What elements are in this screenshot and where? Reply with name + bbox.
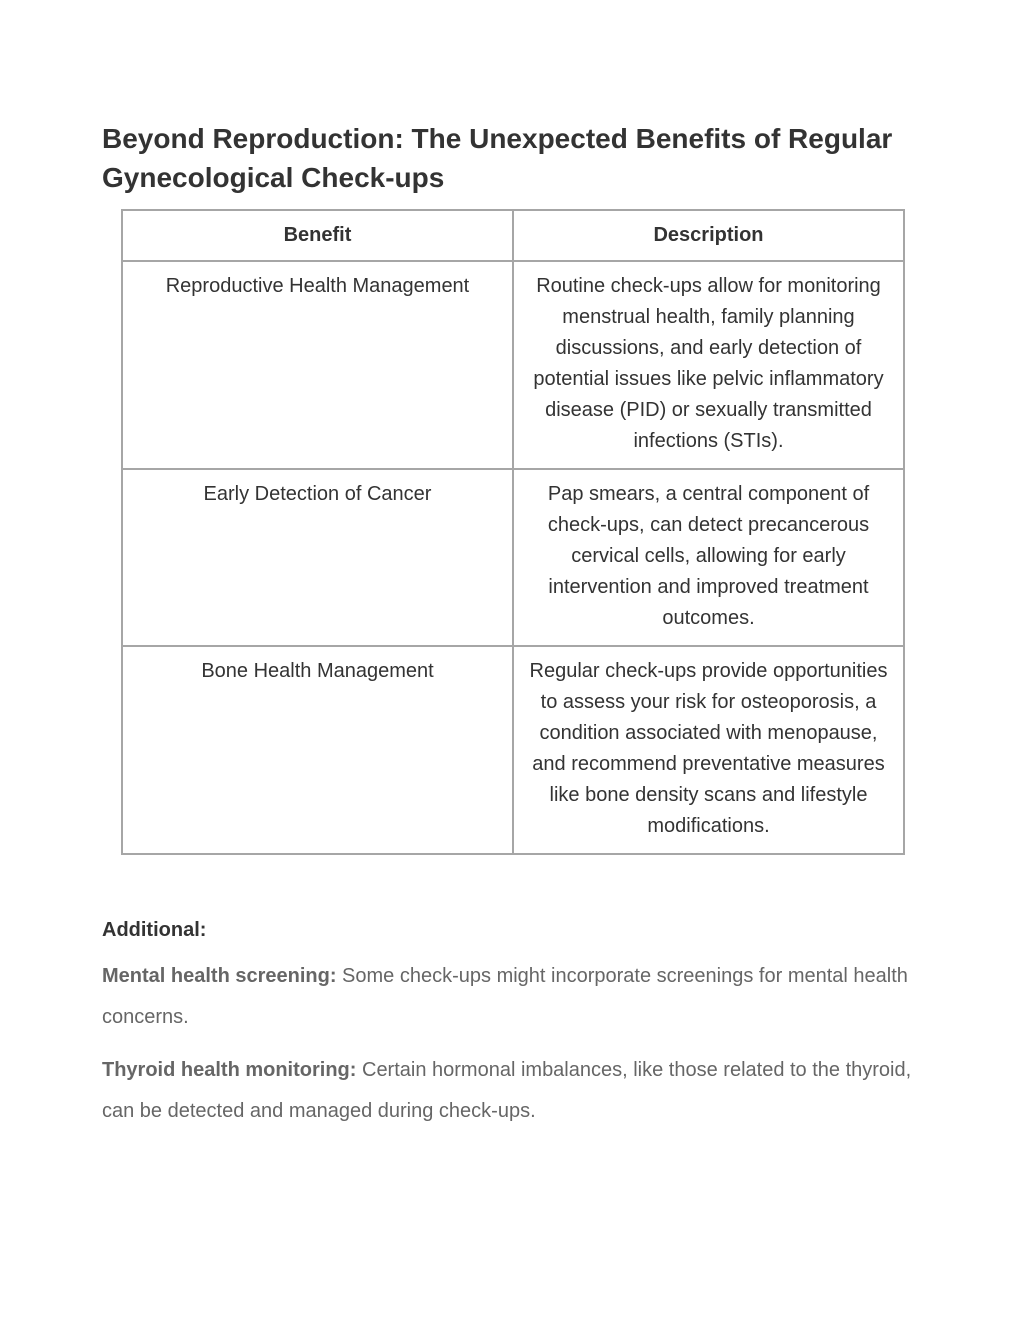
header-description: Description bbox=[513, 210, 904, 261]
additional-heading: Additional: bbox=[102, 919, 207, 941]
additional-item-thyroid bbox=[102, 1050, 912, 1132]
table-row bbox=[122, 646, 904, 854]
page-title: Beyond Reproduction: The Unexpected Benefits of Regular Gynecological Check-ups bbox=[102, 123, 893, 193]
benefit-cell: Early Detection of Cancer bbox=[122, 469, 513, 646]
table-row bbox=[122, 469, 904, 646]
benefit-cell: Bone Health Management bbox=[122, 646, 513, 854]
benefit-cell: Reproductive Health Management bbox=[122, 261, 513, 469]
table-header-row bbox=[122, 210, 904, 261]
item-text: Certain hormonal imbalances, like those related to the thyroid, can be detected and managed during check-ups. bbox=[102, 1059, 912, 1122]
description-cell: Regular check-ups provide opportunities to assess your risk for osteoporosis, a condition associated with menopause, and recommend preventative measures like bone density scans and lifestyle modifications. bbox=[513, 646, 904, 854]
item-text: Some check-ups might incorporate screenings for mental health concerns. bbox=[102, 965, 908, 1028]
item-label: Thyroid health monitoring: bbox=[102, 1059, 357, 1081]
description-cell: Routine check-ups allow for monitoring menstrual health, family planning discussions, and early detection of potential issues like pelvic inflammatory disease (PID) or sexually transmitted infections (STIs). bbox=[513, 261, 904, 469]
table-row bbox=[122, 261, 904, 469]
benefits-table bbox=[121, 209, 905, 855]
description-cell: Pap smears, a central component of check-ups, can detect precancerous cervical cells, allowing for early intervention and improved treatment outcomes. bbox=[513, 469, 904, 646]
item-label: Mental health screening: bbox=[102, 965, 337, 987]
additional-item-mental-health bbox=[102, 956, 912, 1038]
header-benefit: Benefit bbox=[122, 210, 513, 261]
